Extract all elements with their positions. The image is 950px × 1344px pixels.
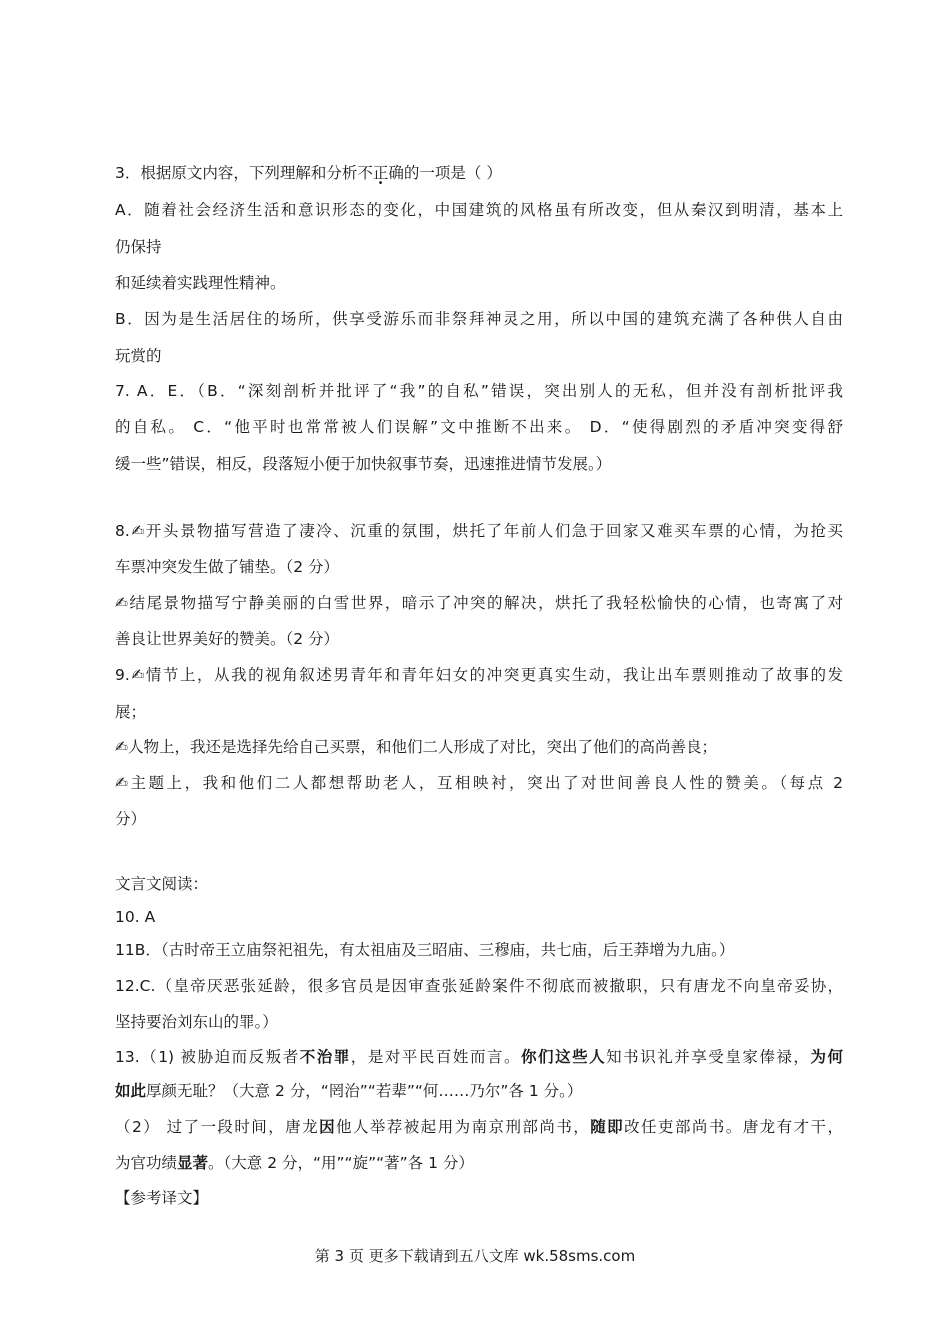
q8-line4: 善良让世界美好的赞美。（2 分）	[115, 630, 340, 648]
q7-line3: 缓一些”错误，相反，段落短小便于加快叙事节奏，迅速推进情节发展。）	[115, 455, 612, 473]
q13-2-text-e: 改任吏部尚书。唐龙有才干，	[624, 1118, 843, 1136]
q13-2-bold-d: 随即	[590, 1118, 625, 1136]
q13-bold-g: 如此	[115, 1082, 147, 1100]
q9-line5: 分）	[115, 810, 147, 828]
q12-line1: 12.C.（皇帝厌恶张延龄，很多官员是因审查张延龄案件不彻底而被撤职，只有唐龙不向皇帝妥协，	[115, 977, 843, 995]
q9-line1: 9.✍情节上，从我的视角叙述男青年和青年妇女的冲突更真实生动，我让出车票则推动了故事的发	[115, 666, 843, 684]
page-footer: 第 3 页 更多下载请到五八文库 wk.58sms.com	[314, 1247, 636, 1265]
q3-option-a-line2: 仍保持	[115, 238, 162, 256]
q3-option-a-line3: 和延续着实践理性精神。	[115, 274, 286, 292]
q3-emphasis	[357, 164, 404, 182]
q8-line2: 车票冲突发生做了铺垫。（2 分）	[115, 558, 340, 576]
q3-option-a-line1: A．随着社会经济生活和意识形态的变化，中国建筑的风格虽有所改变，但从秦汉到明清，基本上	[115, 201, 843, 219]
q13-text-a: 13.（1) 被胁迫而反叛者	[115, 1048, 300, 1066]
q3-stem	[115, 163, 502, 183]
q9-line2: 展；	[115, 703, 147, 721]
q11-answer: 11B．（古时帝王立庙祭祀祖先，有太祖庙及三昭庙、三穆庙，共七庙，后王莽增为九庙。）	[115, 941, 735, 959]
q13-2-text-c: 他人举荐被起用为南京刑部尚书，	[336, 1118, 591, 1136]
q7-line2: 的自私。 C．“他平时也常常被人们误解”文中推断不出来。 D．“使得剧烈的矛盾冲突变得舒	[115, 418, 843, 436]
q13-text-e: 知书识礼并享受皇家俸禄，	[606, 1048, 811, 1066]
q13-bold-b: 不治罪	[299, 1048, 351, 1066]
q13-2-text-h: 。（大意 2 分，“用”“旋”“著”各 1 分）	[208, 1154, 474, 1172]
q3-stem-pre: 3．根据原文内容，下列理解和分析	[115, 164, 358, 182]
q3-emphasis-text: 不正确	[357, 164, 404, 182]
q13-2-text-f: 为官功绩	[115, 1154, 178, 1172]
q13-part2-line1	[115, 1117, 843, 1137]
q8-line1: 8.✍开头景物描写营造了凄冷、沉重的氛围，烘托了年前人们急于回家又难买车票的心情，为抢买	[115, 522, 843, 540]
q12-line2: 坚持要治刘东山的罪。）	[115, 1013, 278, 1031]
q13-bold-f: 为何	[810, 1048, 843, 1066]
q10-answer: 10. A	[115, 908, 156, 926]
reference-translation-heading: 【参考译文】	[115, 1189, 209, 1207]
q9-line4: ✍主题上，我和他们二人都想帮助老人，互相映衬，突出了对世间善良人性的赞美。（每点 2	[115, 774, 843, 792]
q3-option-b-line1: B．因为是生活居住的场所，供享受游乐而非祭拜神灵之用，所以中国的建筑充满了各种供人自由	[115, 310, 843, 328]
q13-2-text-a: （2） 过了一段时间，唐龙	[115, 1118, 320, 1136]
q7-line1: 7. A．E．（B．“深刻剖析并批评了“我”的自私”错误，突出别人的无私，但并没有剖析批评我	[115, 382, 843, 400]
q13-2-bold-g: 显著	[177, 1154, 209, 1172]
q8-line3: ✍结尾景物描写宁静美丽的白雪世界，暗示了冲突的解决，烘托了我轻松愉快的心情，也寄寓了对	[115, 594, 843, 612]
q3-option-b-line2: 玩赏的	[115, 347, 162, 365]
q3-stem-post: 的一项是（ ）	[403, 164, 502, 182]
q13-text-h: 厚颜无耻？（大意 2 分，“罔治”“若辈”“何……乃尔”各 1 分。）	[146, 1082, 583, 1100]
classical-heading: 文言文阅读：	[115, 875, 209, 893]
q13-bold-d: 你们这些人	[521, 1048, 607, 1066]
q13-part1-line1	[115, 1047, 843, 1067]
q13-part2-line2	[115, 1153, 474, 1173]
q13-2-bold-b: 因	[319, 1118, 337, 1136]
q9-line3: ✍人物上，我还是选择先给自己买票，和他们二人形成了对比，突出了他们的高尚善良；	[115, 738, 717, 756]
q13-part1-line2	[115, 1081, 582, 1101]
q13-text-c: ，是对平民百姓而言。	[350, 1048, 522, 1066]
